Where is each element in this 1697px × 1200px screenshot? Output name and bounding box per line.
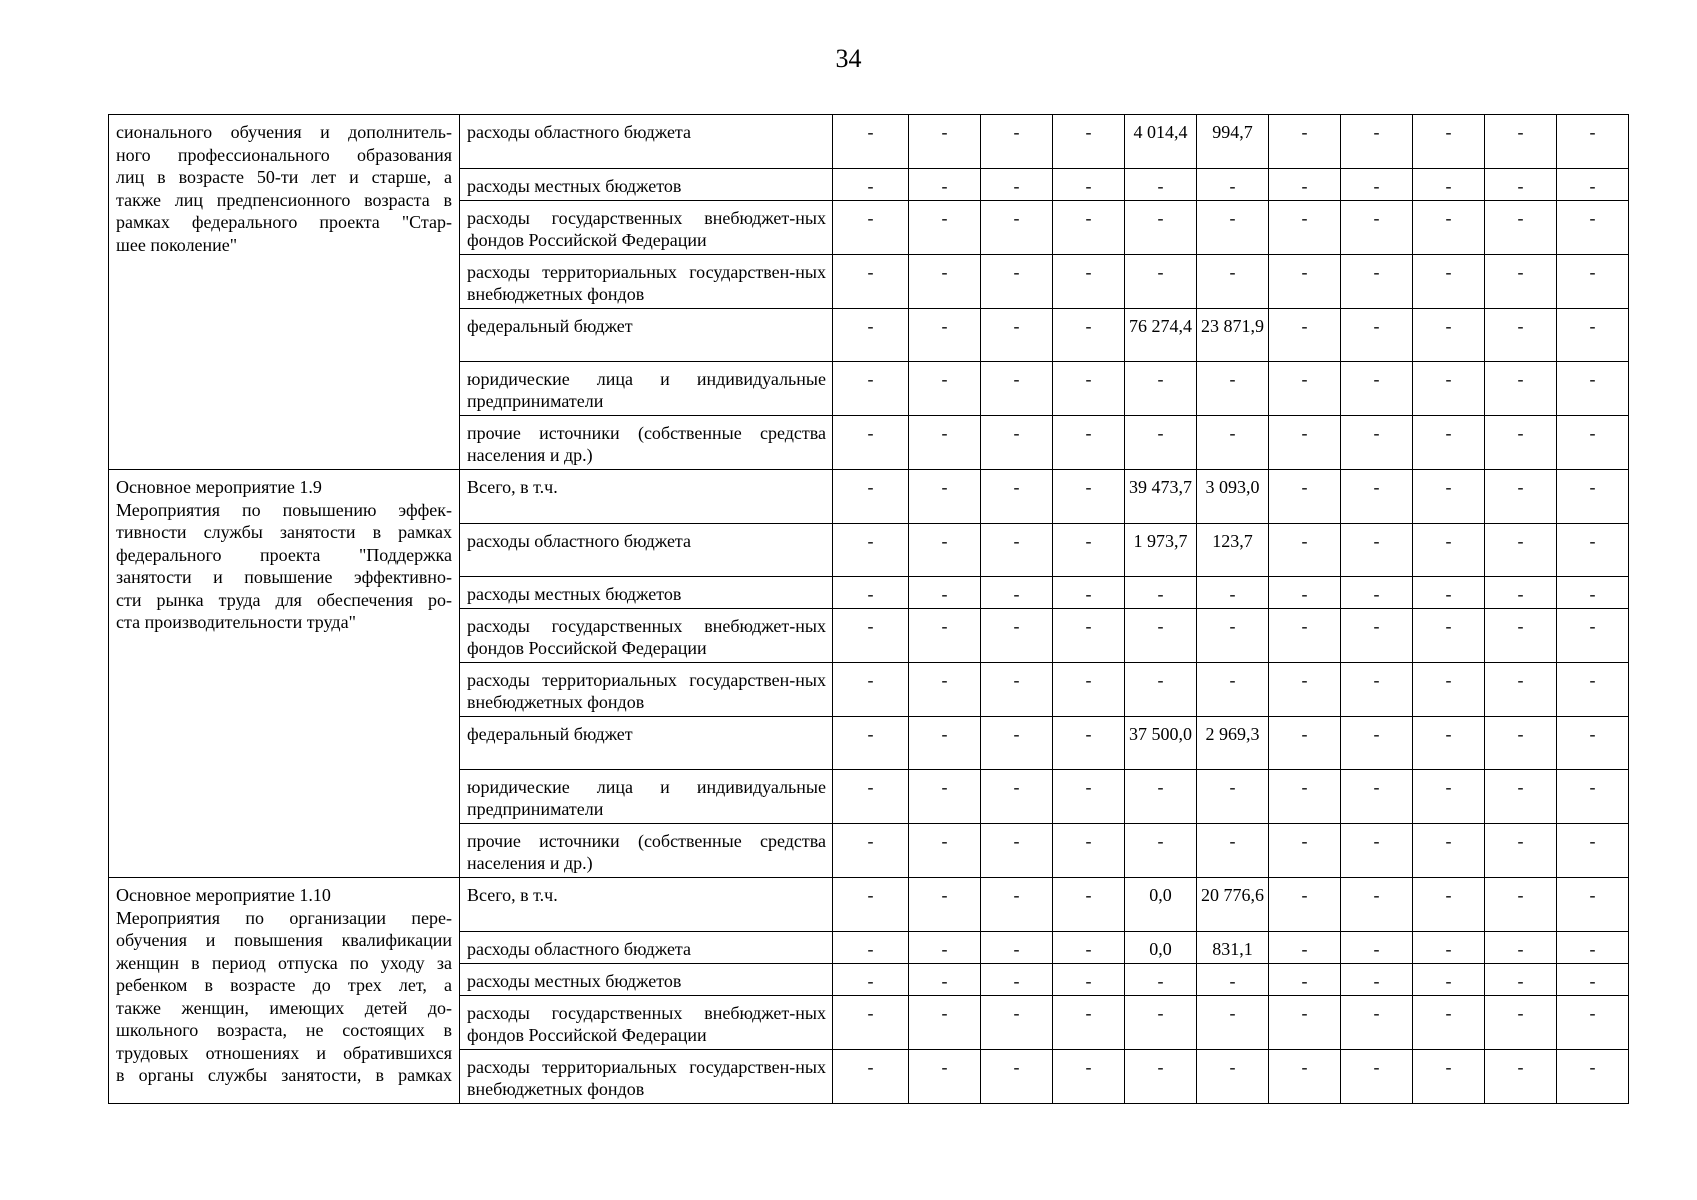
value-cell: - — [1341, 932, 1413, 964]
value-cell: - — [1197, 663, 1269, 717]
value-cell: - — [981, 878, 1053, 932]
value-cell: 0,0 — [1125, 878, 1197, 932]
value-cell: - — [909, 577, 981, 609]
value-cell: 994,7 — [1197, 115, 1269, 169]
value-cell: - — [1197, 609, 1269, 663]
measure-line: женщин в период отпуска по уходу за — [116, 952, 452, 973]
value-cell: 3 093,0 — [1197, 470, 1269, 524]
value-cell: - — [981, 169, 1053, 201]
value-cell: 76 274,4 — [1125, 309, 1197, 362]
value-cell: - — [1053, 932, 1125, 964]
value-cell: - — [1557, 663, 1629, 717]
value-cell: - — [1269, 115, 1341, 169]
value-cell: - — [1269, 717, 1341, 770]
value-cell: - — [1197, 1050, 1269, 1104]
value-cell: - — [833, 577, 909, 609]
value-cell: - — [1125, 416, 1197, 470]
value-cell: - — [1269, 1050, 1341, 1104]
value-cell: - — [1197, 362, 1269, 416]
value-cell: - — [1413, 470, 1485, 524]
value-cell: - — [1197, 577, 1269, 609]
value-cell: - — [1341, 824, 1413, 878]
value-cell: - — [1341, 201, 1413, 255]
value-cell: - — [833, 115, 909, 169]
value-cell: - — [1197, 169, 1269, 201]
funding-source-cell: прочие источники (собственные средства населения и др.) — [460, 824, 833, 878]
value-cell: - — [1485, 932, 1557, 964]
value-cell: - — [981, 309, 1053, 362]
value-cell: - — [981, 577, 1053, 609]
value-cell: - — [1125, 663, 1197, 717]
funding-source-cell: расходы местных бюджетов — [460, 964, 833, 996]
table-row — [109, 878, 1629, 932]
value-cell: - — [1269, 996, 1341, 1050]
value-cell: - — [909, 470, 981, 524]
value-cell: - — [1053, 115, 1125, 169]
value-cell: - — [1413, 717, 1485, 770]
value-cell: - — [909, 309, 981, 362]
value-cell: - — [909, 169, 981, 201]
value-cell: - — [833, 932, 909, 964]
value-cell: - — [1341, 770, 1413, 824]
value-cell: - — [833, 1050, 909, 1104]
value-cell: - — [1557, 524, 1629, 577]
value-cell: - — [1485, 524, 1557, 577]
value-cell: - — [1557, 717, 1629, 770]
value-cell: - — [1341, 717, 1413, 770]
measure-line: Основное мероприятие 1.9 — [116, 477, 322, 497]
value-cell: - — [909, 524, 981, 577]
value-cell: - — [909, 878, 981, 932]
value-cell: - — [1557, 964, 1629, 996]
page-number: 34 — [835, 44, 862, 73]
value-cell: - — [1557, 996, 1629, 1050]
value-cell: - — [1485, 362, 1557, 416]
measure-line: ного профессионального образования — [116, 144, 452, 165]
value-cell: - — [1197, 416, 1269, 470]
value-cell: - — [1053, 878, 1125, 932]
measure-line: федерального проекта "Поддержка — [116, 544, 452, 565]
value-cell: - — [1269, 663, 1341, 717]
value-cell: - — [1413, 878, 1485, 932]
funding-source-cell: Всего, в т.ч. — [460, 878, 833, 932]
value-cell: - — [833, 255, 909, 309]
value-cell: - — [1557, 824, 1629, 878]
value-cell: - — [1413, 577, 1485, 609]
funding-source-cell: федеральный бюджет — [460, 309, 833, 362]
funding-source-cell: расходы государственных внебюджет-ных фондов Российской Федерации — [460, 996, 833, 1050]
funding-source-cell: федеральный бюджет — [460, 717, 833, 770]
value-cell: - — [1197, 201, 1269, 255]
value-cell: - — [1557, 362, 1629, 416]
value-cell: - — [1197, 255, 1269, 309]
funding-source-cell: расходы местных бюджетов — [460, 169, 833, 201]
value-cell: - — [1053, 255, 1125, 309]
budget-table — [108, 114, 1629, 1104]
value-cell: - — [1413, 1050, 1485, 1104]
value-cell: - — [1485, 770, 1557, 824]
value-cell: - — [1269, 309, 1341, 362]
measure-line: тивности службы занятости в рамках — [116, 522, 452, 542]
value-cell: - — [1269, 932, 1341, 964]
value-cell: - — [981, 770, 1053, 824]
funding-source-cell: расходы государственных внебюджет-ных фондов Российской Федерации — [460, 201, 833, 255]
value-cell: - — [1269, 201, 1341, 255]
value-cell: - — [1341, 309, 1413, 362]
value-cell: - — [1485, 416, 1557, 470]
value-cell: - — [1053, 824, 1125, 878]
value-cell: - — [1125, 770, 1197, 824]
value-cell: - — [909, 770, 981, 824]
funding-source-cell: расходы территориальных государствен-ных внебюджетных фондов — [460, 255, 833, 309]
value-cell: - — [1053, 577, 1125, 609]
value-cell: - — [981, 470, 1053, 524]
measure-line: ребенком в возрасте до трех лет, а — [116, 975, 452, 995]
value-cell: - — [833, 996, 909, 1050]
value-cell: - — [1341, 524, 1413, 577]
value-cell: - — [1557, 932, 1629, 964]
value-cell: 123,7 — [1197, 524, 1269, 577]
value-cell: 0,0 — [1125, 932, 1197, 964]
value-cell: - — [1485, 717, 1557, 770]
value-cell: - — [1557, 770, 1629, 824]
value-cell: 39 473,7 — [1125, 470, 1197, 524]
value-cell: - — [833, 524, 909, 577]
value-cell: 2 969,3 — [1197, 717, 1269, 770]
measure-line: Мероприятия по повышению эффек- — [116, 499, 452, 520]
value-cell: - — [981, 717, 1053, 770]
value-cell: - — [1341, 577, 1413, 609]
measure-description-cell — [109, 470, 460, 878]
measure-line: школьного возраста, не состоящих в — [116, 1020, 452, 1040]
value-cell: 831,1 — [1197, 932, 1269, 964]
value-cell: - — [1053, 470, 1125, 524]
value-cell: - — [1341, 416, 1413, 470]
value-cell: - — [1485, 470, 1557, 524]
value-cell: - — [981, 416, 1053, 470]
value-cell: - — [1413, 770, 1485, 824]
value-cell: - — [1485, 878, 1557, 932]
value-cell: - — [1197, 964, 1269, 996]
value-cell: 23 871,9 — [1197, 309, 1269, 362]
value-cell: - — [833, 416, 909, 470]
value-cell: - — [1269, 824, 1341, 878]
value-cell: - — [981, 201, 1053, 255]
value-cell: - — [909, 964, 981, 996]
value-cell: - — [1053, 201, 1125, 255]
measure-line: в органы службы занятости, в рамках — [116, 1065, 452, 1085]
value-cell: - — [1341, 964, 1413, 996]
value-cell: - — [833, 663, 909, 717]
value-cell: - — [909, 663, 981, 717]
value-cell: - — [909, 362, 981, 416]
value-cell: - — [833, 169, 909, 201]
value-cell: - — [1485, 309, 1557, 362]
measure-description-cell — [109, 878, 460, 1104]
value-cell: - — [1269, 770, 1341, 824]
value-cell: 4 014,4 — [1125, 115, 1197, 169]
value-cell: - — [1053, 416, 1125, 470]
measure-line: трудовых отношениях и обратившихся — [116, 1042, 452, 1063]
measure-line: сионального обучения и дополнитель- — [116, 122, 452, 142]
value-cell: - — [1053, 996, 1125, 1050]
value-cell: - — [1485, 255, 1557, 309]
value-cell: - — [1413, 996, 1485, 1050]
value-cell: - — [981, 824, 1053, 878]
value-cell: - — [1485, 609, 1557, 663]
value-cell: - — [1413, 964, 1485, 996]
value-cell: - — [833, 770, 909, 824]
value-cell: - — [1413, 169, 1485, 201]
value-cell: - — [1197, 824, 1269, 878]
value-cell: - — [1053, 609, 1125, 663]
value-cell: - — [1557, 1050, 1629, 1104]
value-cell: - — [1269, 609, 1341, 663]
value-cell: - — [1341, 609, 1413, 663]
value-cell: - — [1485, 964, 1557, 996]
value-cell: 1 973,7 — [1125, 524, 1197, 577]
measure-line: также женщин, имеющих детей до- — [116, 997, 452, 1018]
value-cell: - — [909, 201, 981, 255]
value-cell: - — [1341, 1050, 1413, 1104]
value-cell: - — [833, 609, 909, 663]
value-cell: - — [1341, 255, 1413, 309]
measure-line: лиц в возрасте 50-ти лет и старше, а — [116, 167, 452, 187]
value-cell: - — [1053, 717, 1125, 770]
value-cell: - — [1269, 255, 1341, 309]
value-cell: - — [909, 996, 981, 1050]
value-cell: - — [1341, 169, 1413, 201]
value-cell: - — [1269, 169, 1341, 201]
value-cell: - — [1125, 1050, 1197, 1104]
value-cell: - — [1413, 609, 1485, 663]
value-cell: - — [1125, 824, 1197, 878]
measure-line: ста производительности труда" — [116, 612, 356, 632]
value-cell: - — [1341, 878, 1413, 932]
value-cell: - — [909, 255, 981, 309]
value-cell: - — [981, 609, 1053, 663]
funding-source-cell: юридические лица и индивидуальные предприниматели — [460, 362, 833, 416]
value-cell: - — [1413, 255, 1485, 309]
funding-source-cell: расходы территориальных государствен-ных внебюджетных фондов — [460, 663, 833, 717]
value-cell: - — [1557, 577, 1629, 609]
value-cell: - — [1413, 309, 1485, 362]
value-cell: - — [1125, 996, 1197, 1050]
value-cell: - — [981, 362, 1053, 416]
funding-source-cell: расходы территориальных государствен-ных внебюджетных фондов — [460, 1050, 833, 1104]
funding-source-cell: прочие источники (собственные средства населения и др.) — [460, 416, 833, 470]
funding-source-cell: расходы местных бюджетов — [460, 577, 833, 609]
value-cell: - — [981, 255, 1053, 309]
funding-source-cell: расходы областного бюджета — [460, 524, 833, 577]
value-cell: - — [1053, 663, 1125, 717]
measure-line: занятости и повышение эффективно- — [116, 567, 452, 587]
value-cell: - — [1485, 996, 1557, 1050]
value-cell: - — [909, 717, 981, 770]
value-cell: - — [1053, 362, 1125, 416]
value-cell: - — [833, 309, 909, 362]
measure-line: рамках федерального проекта "Стар- — [116, 212, 452, 232]
value-cell: - — [1557, 169, 1629, 201]
value-cell: - — [1125, 964, 1197, 996]
measure-line: обучения и повышения квалификации — [116, 930, 452, 950]
value-cell: - — [833, 878, 909, 932]
value-cell: - — [1341, 115, 1413, 169]
value-cell: - — [1053, 770, 1125, 824]
measure-line: Мероприятия по организации пере- — [116, 907, 452, 928]
value-cell: - — [1557, 470, 1629, 524]
table-row — [109, 470, 1629, 524]
value-cell: - — [1125, 609, 1197, 663]
value-cell: - — [1341, 362, 1413, 416]
value-cell: - — [1485, 663, 1557, 717]
value-cell: - — [1413, 524, 1485, 577]
value-cell: - — [1485, 201, 1557, 255]
value-cell: - — [1269, 878, 1341, 932]
value-cell: - — [1557, 309, 1629, 362]
value-cell: - — [909, 824, 981, 878]
funding-source-cell: расходы государственных внебюджет-ных фондов Российской Федерации — [460, 609, 833, 663]
measure-line: Основное мероприятие 1.10 — [116, 885, 331, 905]
measure-description-cell — [109, 115, 460, 470]
value-cell: - — [1557, 878, 1629, 932]
value-cell: - — [981, 932, 1053, 964]
value-cell: - — [833, 201, 909, 255]
value-cell: - — [1053, 524, 1125, 577]
value-cell: - — [1413, 932, 1485, 964]
value-cell: - — [1413, 362, 1485, 416]
value-cell: - — [1413, 663, 1485, 717]
value-cell: - — [981, 663, 1053, 717]
value-cell: - — [1413, 824, 1485, 878]
value-cell: - — [909, 1050, 981, 1104]
value-cell: - — [1557, 255, 1629, 309]
value-cell: - — [1557, 416, 1629, 470]
funding-source-cell: Всего, в т.ч. — [460, 470, 833, 524]
value-cell: - — [1053, 1050, 1125, 1104]
value-cell: - — [981, 996, 1053, 1050]
measure-line: сти рынка труда для обеспечения ро- — [116, 589, 452, 610]
value-cell: - — [1269, 964, 1341, 996]
funding-source-cell: расходы областного бюджета — [460, 932, 833, 964]
value-cell: - — [1341, 996, 1413, 1050]
value-cell: - — [1413, 115, 1485, 169]
value-cell: - — [1269, 577, 1341, 609]
value-cell: - — [1269, 524, 1341, 577]
value-cell: - — [1053, 169, 1125, 201]
value-cell: - — [1197, 996, 1269, 1050]
value-cell: - — [1485, 115, 1557, 169]
value-cell: - — [1053, 309, 1125, 362]
value-cell: - — [1413, 416, 1485, 470]
value-cell: 20 776,6 — [1197, 878, 1269, 932]
value-cell: - — [981, 964, 1053, 996]
value-cell: - — [1557, 609, 1629, 663]
value-cell: - — [833, 362, 909, 416]
value-cell: - — [1269, 416, 1341, 470]
value-cell: - — [1125, 169, 1197, 201]
value-cell: - — [1557, 201, 1629, 255]
value-cell: - — [1557, 115, 1629, 169]
value-cell: - — [1125, 201, 1197, 255]
value-cell: - — [833, 470, 909, 524]
value-cell: - — [909, 932, 981, 964]
value-cell: - — [1485, 169, 1557, 201]
value-cell: - — [981, 1050, 1053, 1104]
value-cell: 37 500,0 — [1125, 717, 1197, 770]
value-cell: - — [1053, 964, 1125, 996]
value-cell: - — [909, 115, 981, 169]
value-cell: - — [1485, 1050, 1557, 1104]
value-cell: - — [1269, 362, 1341, 416]
funding-source-cell: расходы областного бюджета — [460, 115, 833, 169]
value-cell: - — [909, 609, 981, 663]
value-cell: - — [1341, 470, 1413, 524]
value-cell: - — [1341, 663, 1413, 717]
value-cell: - — [833, 824, 909, 878]
funding-source-cell: юридические лица и индивидуальные предприниматели — [460, 770, 833, 824]
value-cell: - — [1413, 201, 1485, 255]
measure-line: шее поколение" — [116, 234, 238, 255]
value-cell: - — [833, 964, 909, 996]
value-cell: - — [909, 416, 981, 470]
value-cell: - — [1125, 362, 1197, 416]
value-cell: - — [1269, 470, 1341, 524]
value-cell: - — [1125, 577, 1197, 609]
value-cell: - — [981, 115, 1053, 169]
value-cell: - — [833, 717, 909, 770]
value-cell: - — [1197, 770, 1269, 824]
measure-line: также лиц предпенсионного возраста в — [116, 189, 452, 210]
value-cell: - — [1485, 824, 1557, 878]
value-cell: - — [1125, 255, 1197, 309]
value-cell: - — [981, 524, 1053, 577]
table-row — [109, 115, 1629, 169]
value-cell: - — [1485, 577, 1557, 609]
